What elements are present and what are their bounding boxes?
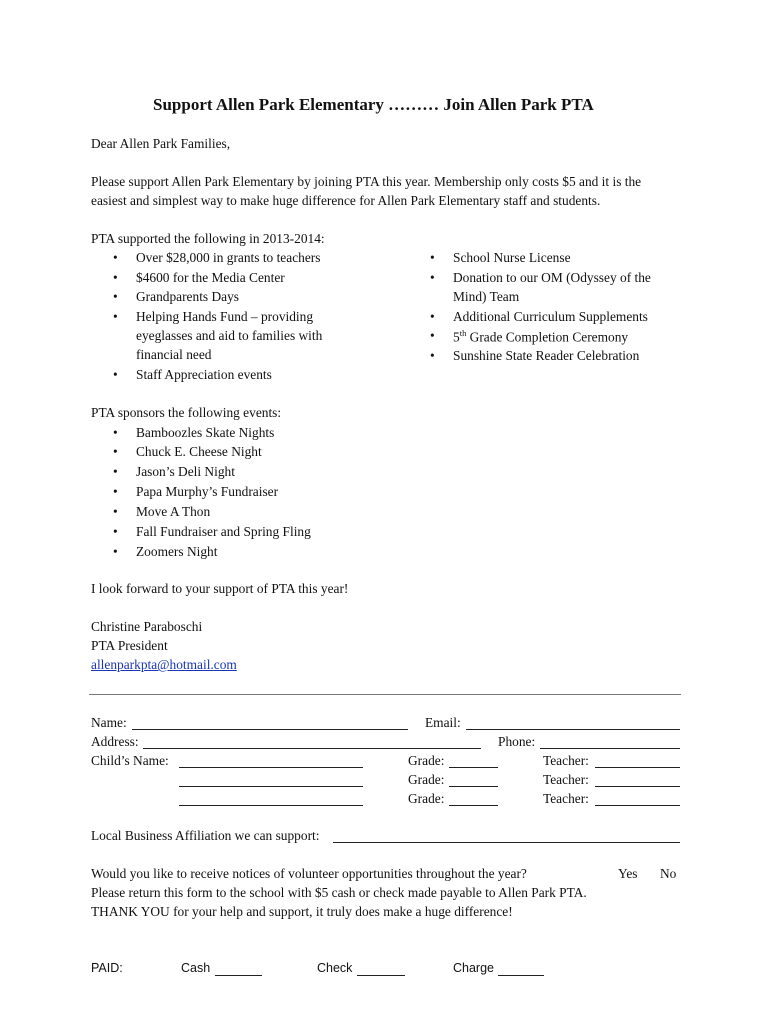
phone-label: Phone: [498, 734, 536, 749]
name-field[interactable] [132, 729, 408, 730]
supported-item: • $4600 for the Media Center [136, 271, 285, 284]
phone-field[interactable] [540, 748, 680, 749]
event-item: • Fall Fundraiser and Spring Fling [136, 525, 311, 538]
grade-number: 5 [453, 329, 460, 345]
name-label: Name: [91, 715, 127, 730]
event-item: • Move A Thon [136, 505, 210, 518]
supported-item-continued: eyeglasses and aid to families with [136, 328, 323, 343]
grade-field-2[interactable] [449, 786, 498, 787]
ordinal-suffix: th [459, 328, 467, 338]
charge-label: Charge [453, 961, 494, 975]
teacher-field-1[interactable] [595, 767, 680, 768]
intro-line-2: easiest and simplest way to make huge difference for Allen Park Elementary staff and students. [91, 193, 601, 208]
section-divider [89, 694, 681, 695]
address-label: Address: [91, 734, 139, 749]
grade-label: Grade: [408, 791, 445, 806]
return-note: Please return this form to the school with $5 cash or check made payable to Allen Park PTA. [91, 885, 587, 900]
grade-label: Grade: [408, 753, 445, 768]
closing-line: I look forward to your support of PTA this year! [91, 581, 349, 596]
email-link[interactable]: allenparkpta@hotmail.com [91, 657, 237, 672]
signer-name: Christine Paraboschi [91, 619, 203, 634]
charge-field[interactable] [498, 975, 544, 976]
intro-line-1: Please support Allen Park Elementary by joining PTA this year. Membership only costs $5 and it is the [91, 174, 642, 189]
email-label: Email: [425, 715, 461, 730]
salutation: Dear Allen Park Families, [91, 136, 231, 151]
signer-title: PTA President [91, 638, 168, 653]
cash-label: Cash [181, 961, 211, 975]
ceremony-text: Grade Completion Ceremony [466, 329, 629, 345]
child-name-field-2[interactable] [179, 786, 363, 787]
supported-item-continued: financial need [136, 347, 212, 362]
event-item: • Jason’s Deli Night [136, 465, 235, 478]
page-title: Support Allen Park Elementary ……… Join Allen Park PTA [153, 95, 594, 114]
yes-option[interactable]: Yes [618, 866, 638, 881]
events-heading: PTA sponsors the following events: [91, 405, 282, 420]
address-field[interactable] [143, 748, 481, 749]
teacher-label: Teacher: [543, 791, 589, 806]
supported-item-continued: Mind) Team [453, 289, 520, 304]
grade-label: Grade: [408, 772, 445, 787]
paid-label: PAID: [91, 961, 123, 975]
teacher-label: Teacher: [543, 772, 589, 787]
event-item: • Papa Murphy’s Fundraiser [136, 485, 278, 498]
child-name-label: Child’s Name: [91, 753, 169, 768]
supported-item [453, 329, 628, 344]
supported-item: • Grandparents Days [136, 290, 239, 303]
check-label: Check [317, 961, 353, 975]
business-field[interactable] [333, 842, 680, 843]
check-field[interactable] [357, 975, 405, 976]
teacher-field-2[interactable] [595, 786, 680, 787]
supported-item: • Staff Appreciation events [136, 368, 272, 381]
no-option[interactable]: No [660, 866, 677, 881]
event-item: • Chuck E. Cheese Night [136, 445, 262, 458]
supported-item: • Helping Hands Fund – providing [136, 310, 313, 323]
cash-field[interactable] [215, 975, 262, 976]
grade-field-1[interactable] [449, 767, 498, 768]
supported-item: • Sunshine State Reader Celebration [453, 349, 639, 362]
event-item: • Bamboozles Skate Nights [136, 426, 274, 439]
teacher-field-3[interactable] [595, 805, 680, 806]
teacher-label: Teacher: [543, 753, 589, 768]
business-label: Local Business Affiliation we can support: [91, 828, 320, 843]
supported-item: • School Nurse License [453, 251, 571, 264]
supported-heading: PTA supported the following in 2013-2014: [91, 231, 325, 246]
grade-field-3[interactable] [449, 805, 498, 806]
supported-item: • Additional Curriculum Supplements [453, 310, 648, 323]
supported-item: • Over $28,000 in grants to teachers [136, 251, 320, 264]
event-item: • Zoomers Night [136, 545, 217, 558]
child-name-field-3[interactable] [179, 805, 363, 806]
email-field[interactable] [466, 729, 680, 730]
thank-you-note: THANK YOU for your help and support, it truly does make a huge difference! [91, 904, 513, 919]
supported-item: • Donation to our OM (Odyssey of the [453, 271, 651, 284]
child-name-field-1[interactable] [179, 767, 363, 768]
volunteer-question: Would you like to receive notices of volunteer opportunities throughout the year? [91, 866, 527, 881]
